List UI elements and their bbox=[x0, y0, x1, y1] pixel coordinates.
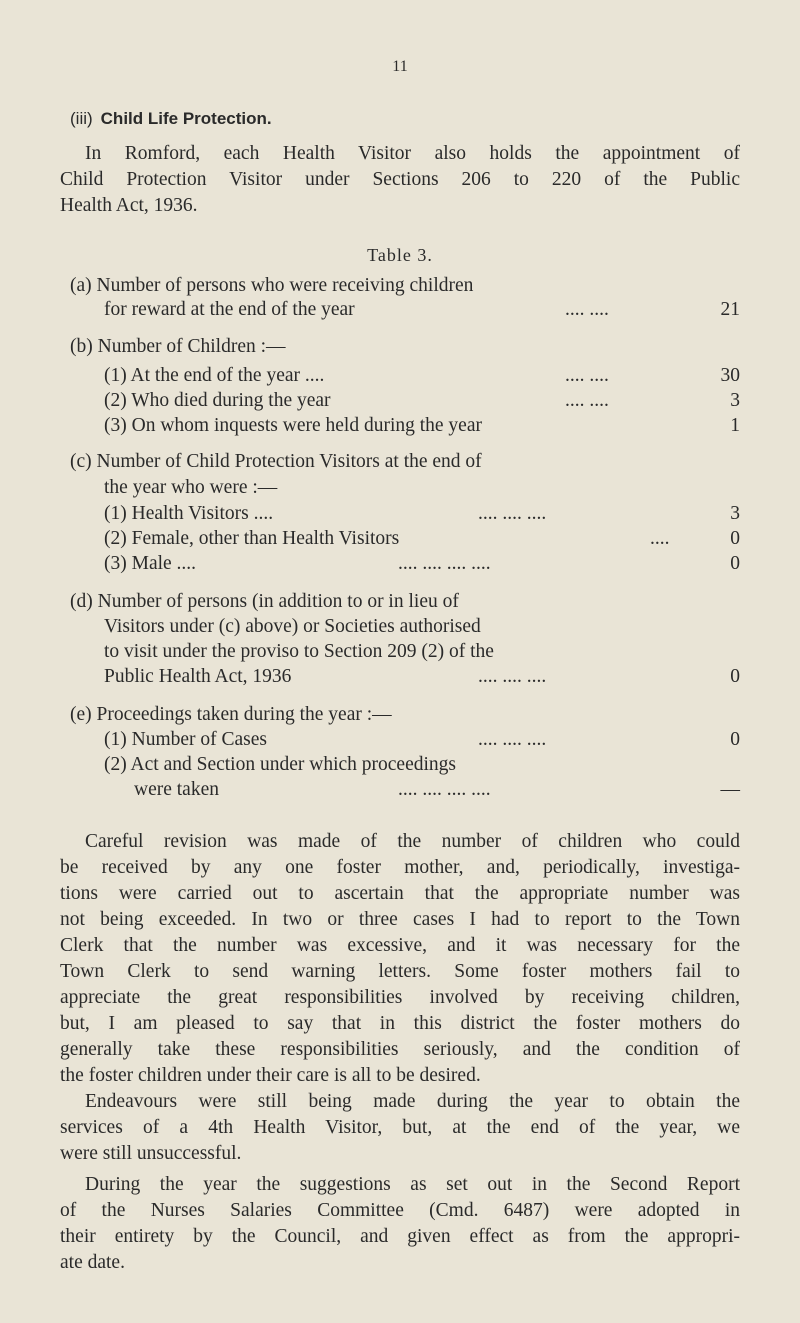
row-value: 1 bbox=[730, 415, 740, 436]
row-label: for reward at the end of the year bbox=[104, 299, 355, 320]
row-label: (a) Number of persons who were receiving children bbox=[70, 275, 474, 296]
row-value: 3 bbox=[730, 390, 740, 411]
text-line: their entirety by the Council, and given effect as from the appropri- bbox=[60, 1226, 740, 1247]
table-row bbox=[0, 616, 800, 642]
paragraph-health-visitor bbox=[60, 1089, 740, 1167]
row-label: the year who were :— bbox=[104, 477, 278, 498]
text-line: Health Act, 1936. bbox=[60, 195, 198, 216]
text-line: not being exceeded. In two or three cases I had to report to the Town bbox=[60, 909, 740, 930]
row-label: Visitors under (c) above) or Societies authorised bbox=[104, 616, 481, 637]
table-row bbox=[0, 390, 800, 416]
row-label: (1) At the end of the year .... bbox=[104, 365, 325, 386]
text-line: of the Nurses Salaries Committee (Cmd. 6487) were adopted in bbox=[60, 1200, 740, 1221]
leader-dots: .... .... .... .... bbox=[398, 553, 491, 574]
text-line: In Romford, each Health Visitor also holds the appointment of bbox=[85, 143, 740, 164]
table-row bbox=[0, 336, 800, 362]
table-row bbox=[0, 365, 800, 391]
table-row bbox=[0, 415, 800, 441]
leader-dots: .... .... .... bbox=[478, 729, 547, 750]
table-title: Table 3. bbox=[367, 245, 433, 265]
text-line: Town Clerk to send warning letters. Some foster mothers fail to bbox=[60, 961, 740, 982]
section-number: (iii) bbox=[70, 109, 93, 128]
section-title: Child Life Protection. bbox=[100, 109, 272, 128]
row-label: (2) Who died during the year bbox=[104, 390, 331, 411]
leader-dots: .... .... .... bbox=[478, 503, 547, 524]
text-line: but, I am pleased to say that in this district the foster mothers do bbox=[60, 1013, 740, 1034]
row-label: (2) Female, other than Health Visitors bbox=[104, 528, 400, 549]
row-value: 21 bbox=[720, 299, 740, 320]
leader-dots: .... .... .... .... bbox=[398, 779, 491, 800]
table-row bbox=[0, 477, 800, 503]
table-row bbox=[0, 591, 800, 617]
row-value: — bbox=[720, 779, 740, 800]
row-value: 0 bbox=[730, 666, 740, 687]
text-line: Endeavours were still being made during the year to obtain the bbox=[85, 1091, 740, 1112]
row-label: (3) Male .... bbox=[104, 553, 197, 574]
table-row bbox=[0, 754, 800, 780]
section-heading bbox=[70, 108, 272, 129]
paragraph-revision bbox=[60, 829, 740, 1089]
text-line: appreciate the great responsibilities involved by receiving children, bbox=[60, 987, 740, 1008]
row-label: (2) Act and Section under which proceedings bbox=[104, 754, 456, 775]
intro-paragraph bbox=[60, 141, 740, 219]
text-line: During the year the suggestions as set out in the Second Report bbox=[85, 1174, 740, 1195]
text-line: Careful revision was made of the number of children who could bbox=[85, 831, 740, 852]
row-value: 30 bbox=[720, 365, 740, 386]
row-label: (1) Number of Cases bbox=[104, 729, 267, 750]
table-row bbox=[0, 729, 800, 755]
paragraph-salaries bbox=[60, 1172, 740, 1276]
table-row bbox=[0, 299, 800, 325]
text-line: Child Protection Visitor under Sections 206 to 220 of the Public bbox=[60, 169, 740, 190]
row-value: 0 bbox=[730, 553, 740, 574]
table-row bbox=[0, 553, 800, 579]
text-line: Clerk that the number was excessive, and it was necessary for the bbox=[60, 935, 740, 956]
leader-dots: .... .... bbox=[565, 299, 609, 320]
row-label: Public Health Act, 1936 bbox=[104, 666, 292, 687]
row-label: (d) Number of persons (in addition to or in lieu of bbox=[70, 591, 459, 612]
table-row bbox=[0, 641, 800, 667]
text-line: tions were carried out to ascertain that the appropriate number was bbox=[60, 883, 740, 904]
row-value: 3 bbox=[730, 503, 740, 524]
text-line: generally take these responsibilities seriously, and the condition of bbox=[60, 1039, 740, 1060]
row-label: (3) On whom inquests were held during the year bbox=[104, 415, 482, 436]
table-row bbox=[0, 503, 800, 529]
text-line: the foster children under their care is all to be desired. bbox=[60, 1065, 481, 1086]
table-row bbox=[0, 451, 800, 477]
text-line: services of a 4th Health Visitor, but, at the end of the year, we bbox=[60, 1117, 740, 1138]
leader-dots: .... .... bbox=[565, 390, 609, 411]
row-value: 0 bbox=[730, 528, 740, 549]
row-label: (1) Health Visitors .... bbox=[104, 503, 274, 524]
text-line: ate date. bbox=[60, 1252, 125, 1273]
text-line: were still unsuccessful. bbox=[60, 1143, 242, 1164]
table-row bbox=[0, 704, 800, 730]
row-label: (e) Proceedings taken during the year :— bbox=[70, 704, 392, 725]
leader-dots: .... bbox=[650, 528, 670, 549]
table-row bbox=[0, 528, 800, 554]
table-row bbox=[0, 779, 800, 805]
row-label: were taken bbox=[134, 779, 219, 800]
table-row bbox=[0, 666, 800, 692]
leader-dots: .... .... bbox=[565, 365, 609, 386]
leader-dots: .... .... .... bbox=[478, 666, 547, 687]
text-line: be received by any one foster mother, and, periodically, investiga- bbox=[60, 857, 740, 878]
row-value: 0 bbox=[730, 729, 740, 750]
table-row bbox=[0, 275, 800, 301]
row-label: (b) Number of Children :— bbox=[70, 336, 286, 357]
row-label: to visit under the proviso to Section 209 (2) of the bbox=[104, 641, 494, 662]
row-label: (c) Number of Child Protection Visitors at the end of bbox=[70, 451, 482, 472]
page-number: 11 bbox=[392, 58, 408, 75]
